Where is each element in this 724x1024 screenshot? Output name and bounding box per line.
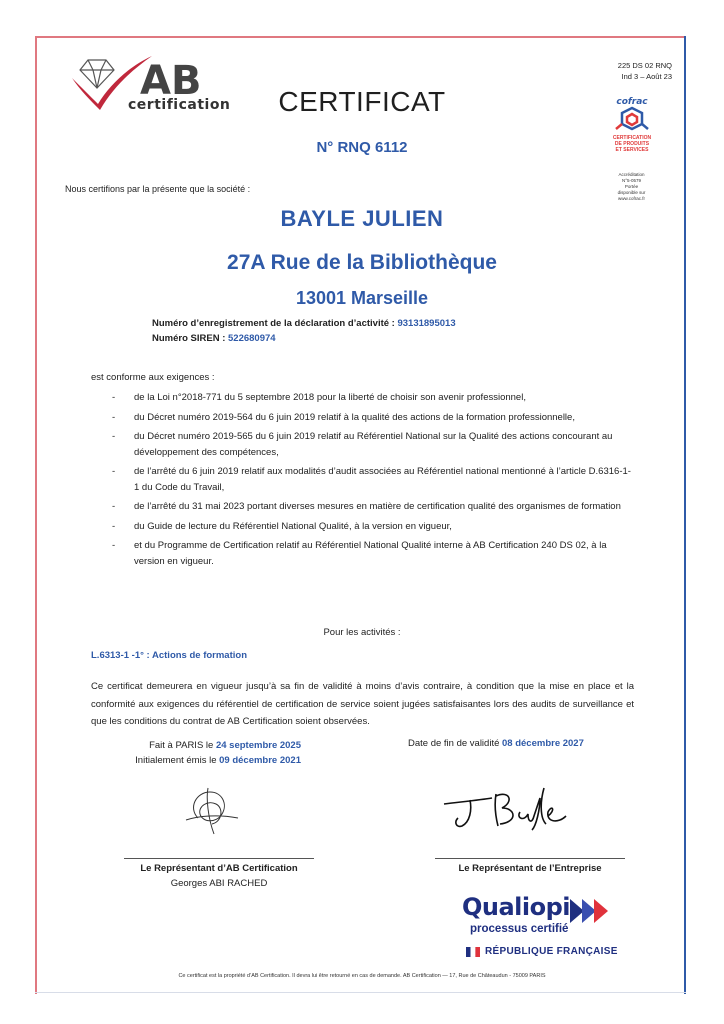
logo-subtitle: certification (128, 97, 231, 113)
requirement-item: - du Décret numéro 2019-565 du 6 juin 2019 relatif au Référentiel National sur la Qualité des actions concourant au développement des compétences, (112, 429, 632, 460)
issued-label: Fait à PARIS le (149, 740, 216, 751)
ab-representative-title: Le Représentant d’AB Certification (140, 863, 298, 874)
initial-issue-date: 09 décembre 2021 (219, 755, 301, 766)
cofrac-note-line: Portée (624, 184, 639, 189)
certificate-number: N° RNQ 6112 (316, 139, 408, 156)
requirement-item: - de l’arrêté du 31 mai 2023 portant diverses mesures en matière de certification qualité des organismes de formation (112, 499, 632, 515)
registration-label: Numéro d’enregistrement de la déclaration d’activité : (152, 318, 398, 329)
registration-number: 93131895013 (397, 318, 456, 329)
company-name: BAYLE JULIEN (280, 206, 444, 231)
qualiopi-arrows-icon (570, 897, 610, 925)
end-validity-date: 08 décembre 2027 (502, 738, 584, 749)
document-reference (618, 60, 672, 82)
initial-issue-label: Initialement émis le (135, 755, 220, 766)
cofrac-note-line: N°5-0579 (621, 178, 642, 183)
qualiopi-wordmark: Qualiopi (462, 893, 571, 921)
footer-note: Ce certificat est la propriété d’AB Certification. Il devra lui être retourné en cas de demande. AB Certification — 17, Rue de Châteaudun - 75009 PARIS (178, 973, 546, 979)
initial-issue-line (91, 753, 301, 768)
signature-line-ab (124, 858, 314, 859)
cofrac-note-line: www.cofrac.fr (617, 196, 645, 201)
qualiopi-subtitle: processus certifié (470, 923, 569, 935)
logo-letters: AB (140, 58, 202, 104)
frame-top-border (35, 36, 686, 38)
signature-line-company (435, 858, 625, 859)
company-representative-title: Le Représentant de l’Entreprise (458, 863, 602, 874)
requirement-item: - du Guide de lecture du Référentiel National Qualité, à la version en vigueur, (112, 519, 632, 535)
requirement-item: - de l’arrêté du 6 juin 2019 relatif aux modalités d’audit associées au Référentiel national mentionné à l’article D.6316-1-1 du Code du Travail, (112, 464, 632, 495)
ab-representative-name: Georges ABI RACHED (170, 878, 268, 889)
requirements-list (112, 390, 632, 573)
cofrac-caption-2: DE PRODUITS (614, 141, 650, 147)
requirement-item: - du Décret numéro 2019-564 du 6 juin 2019 relatif à la qualité des actions de la formation professionnelle, (112, 410, 632, 426)
cofrac-caption-3: ET SERVICES (615, 147, 649, 153)
activities-heading: Pour les activités : (323, 627, 401, 638)
end-validity-line (408, 738, 584, 749)
cofrac-accreditation-note (604, 172, 659, 202)
siren-label: Numéro SIREN : (152, 333, 229, 344)
company-street: 27A Rue de la Bibliothèque (227, 251, 497, 274)
cofrac-note-line: Accréditation (618, 172, 645, 177)
validity-paragraph: Ce certificat demeurera en vigueur jusqu’à sa fin de validité à moins d’avis contraire, à condition que la mise en place et la conformité aux exigences du référentiel de certification de service soient jugées satisfaisantes lors des audits de surveillance et que les conditions du contrat de AB Certification soient observées. (91, 681, 634, 727)
cofrac-note-line: disponible sur (617, 190, 646, 195)
french-flag-icon (466, 947, 480, 957)
company-representative-signature (440, 782, 570, 837)
republique-francaise-label: RÉPUBLIQUE FRANÇAISE (485, 946, 618, 957)
cofrac-caption-1: CERTIFICATION (612, 135, 652, 141)
frame-right-border (684, 36, 686, 994)
reference-code: 225 DS 02 RNQ (617, 61, 672, 70)
issued-line (91, 738, 301, 753)
diamond-icon (80, 60, 114, 88)
registration-line (152, 318, 456, 329)
frame-bottom-border (35, 992, 686, 993)
conformity-intro: est conforme aux exigences : (91, 372, 215, 383)
page-title: CERTIFICAT (278, 86, 446, 117)
frame-left-border (35, 36, 37, 994)
end-validity-label: Date de fin de validité (408, 738, 503, 749)
siren-line (152, 333, 276, 344)
siren-number: 522680974 (228, 333, 276, 344)
cofrac-wordmark: cofrac (616, 97, 648, 107)
requirement-item: - de la Loi n°2018-771 du 5 septembre 2018 pour la liberté de choisir son avenir professionnel, (112, 390, 632, 406)
issued-date: 24 septembre 2025 (215, 740, 301, 751)
ab-representative-signature (178, 778, 248, 838)
requirement-item: - et du Programme de Certification relatif au Référentiel National Qualité interne à AB Certification 240 DS 02, à la version en vigueur. (112, 538, 632, 569)
reference-index: Ind 3 – Août 23 (621, 72, 672, 81)
activity-item: L.6313-1 -1° : Actions de formation (91, 650, 248, 661)
intro-text: Nous certifions par la présente que la société : (65, 184, 251, 194)
company-city: 13001 Marseille (295, 288, 429, 308)
